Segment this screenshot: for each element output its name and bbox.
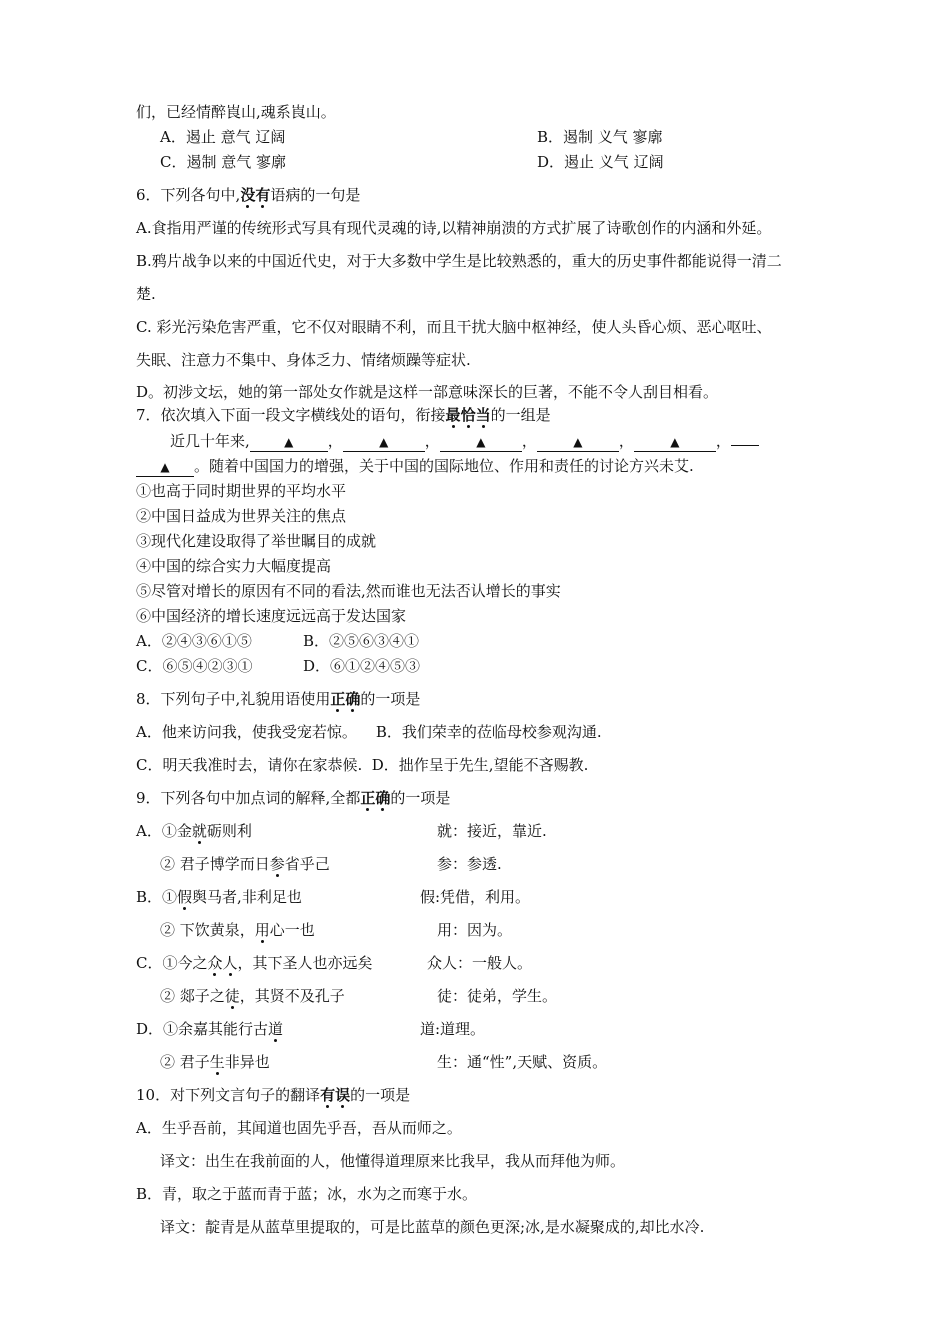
q7-option-d: D．⑥①②④⑤③ [303, 657, 421, 675]
comma: ， [715, 432, 731, 450]
q9-c-sentence-1 [136, 953, 373, 973]
q7-stem [136, 405, 551, 425]
q9-sentence-text: ② 下饮黄泉， [160, 921, 255, 939]
q9-d-sentence-2 [160, 1052, 270, 1072]
q7-blank [250, 432, 328, 452]
q10-option-a-translation: 译文：出生在我前面的人，他懂得道理原来比我早，我从而拜他为师。 [160, 1152, 626, 1170]
q6-stem-text: 语病的一句是 [270, 186, 361, 204]
q7-blank [440, 432, 522, 452]
q9-b-explanation-1: 假:凭借，利用。 [420, 888, 531, 906]
q9-stem [136, 788, 450, 808]
q7-option-a: A．②④③⑥①⑤ [136, 632, 252, 650]
q9-sentence-text: ② 君子 [160, 1053, 210, 1071]
q9-c-explanation-2: 徒：徒弟，学生。 [437, 987, 558, 1005]
q9-sentence-text: C．①今之 [136, 954, 208, 972]
q8-emphasis-char: 正 [330, 690, 346, 708]
q5-passage-end: 们，已经情醉崀山,魂系崀山。 [136, 103, 336, 121]
q7-item: ②中国日益成为世界关注的焦点 [136, 507, 347, 525]
q7-option-c: C．⑥⑤④②③① [136, 657, 253, 675]
q9-sentence-text: B．① [136, 888, 178, 906]
q10-emphasis-char: 误 [335, 1086, 351, 1104]
q9-a-explanation-2: 参：参透. [437, 855, 502, 873]
q9-stem-text: 9．下列各句中加点词的解释,全都 [136, 789, 361, 807]
q7-item: ③现代化建设取得了举世瞩目的成就 [136, 532, 377, 550]
triangle-marker-icon: ▲ [284, 435, 294, 449]
q7-option-b: B．②⑤⑥③④① [303, 632, 420, 650]
q9-dotted-word: 假 [177, 888, 193, 906]
q9-d-explanation-2: 生：通“性”,天赋、资质。 [437, 1053, 608, 1071]
q6-emphasis-char: 没 [240, 186, 256, 204]
q10-stem-text: 10．对下列文言句子的翻译 [136, 1086, 321, 1104]
q9-d-explanation-1: 道:道理。 [420, 1020, 486, 1038]
q6-option-b-line2: 楚. [136, 285, 156, 303]
q9-emphasis-char: 确 [375, 789, 391, 807]
q9-a-explanation-1: 就：接近，靠近. [437, 822, 547, 840]
q6-option-a: A.食指用严谨的传统形式写具有现代灵魂的诗,以精神崩溃的方式扩展了诗歌创作的内涵和外延。 [136, 219, 772, 237]
q10-option-b-translation: 译文：靛青是从蓝草里提取的，可是比蓝草的颜色更深;冰,是水凝聚成的,却比水冷. [160, 1218, 705, 1236]
q9-dotted-word: 道 [268, 1020, 284, 1038]
q7-item: ①也高于同时期世界的平均水平 [136, 482, 347, 500]
q6-stem [136, 185, 360, 205]
q7-item: ⑤尽管对增长的原因有不同的看法,然而谁也无法否认增长的事实 [136, 582, 561, 600]
q7-emphasis-char: 当 [475, 406, 491, 424]
q8-emphasis-char: 确 [345, 690, 361, 708]
q8-options-line2: C．明天我准时去，请你在家恭候. D．拙作呈于先生,望能不吝赐教. [136, 756, 589, 774]
q9-sentence-text: ，其下圣人也亦远矣 [237, 954, 373, 972]
comma: ， [618, 432, 634, 450]
q7-passage-text: 。随着中国国力的增强，关于中国的国际地位、作用和责任的讨论方兴未艾. [194, 457, 694, 475]
triangle-marker-icon: ▲ [670, 435, 680, 449]
q10-option-a: A．生乎吾前，其闻道也固先乎吾，吾从而师之。 [136, 1119, 462, 1137]
q9-b-explanation-2: 用：因为。 [437, 921, 513, 939]
q7-item: ④中国的综合实力大幅度提高 [136, 557, 332, 575]
q8-stem-text: 8．下列句子中,礼貌用语使用 [136, 690, 331, 708]
q6-emphasis-char: 有 [255, 186, 271, 204]
q9-dotted-word: 人 [222, 954, 238, 972]
triangle-marker-icon: ▲ [573, 435, 583, 449]
q5-option-d: D．遏止 义气 辽阔 [537, 153, 664, 171]
q7-stem-text: 7．依次填入下面一段文字横线处的语句，衔接 [136, 406, 446, 424]
q9-dotted-word: 就 [191, 822, 207, 840]
q10-emphasis-char: 有 [320, 1086, 336, 1104]
q9-sentence-text: D．①余嘉其能行古 [136, 1020, 269, 1038]
triangle-marker-icon: ▲ [160, 460, 170, 474]
q9-dotted-word: 用 [254, 921, 270, 939]
q9-a-sentence-1 [136, 821, 252, 841]
q9-sentence-text: 舆马者,非利足也 [192, 888, 302, 906]
q8-stem [136, 689, 420, 709]
q6-option-b-line1: B.鸦片战争以来的中国近代史，对于大多数中学生是比较熟悉的，重大的历史事件都能说得一清二 [136, 252, 782, 270]
comma: ， [424, 432, 440, 450]
q9-sentence-text: 砺则利 [206, 822, 252, 840]
q9-sentence-text: ② 郯子之 [160, 987, 225, 1005]
q9-sentence-text: 非异也 [224, 1053, 270, 1071]
comma: ， [327, 432, 343, 450]
q7-blank [634, 432, 716, 452]
q10-stem-text: 的一项是 [350, 1086, 411, 1104]
q10-stem [136, 1085, 410, 1105]
q9-sentence-text: A．①金 [136, 822, 192, 840]
q9-stem-text: 的一项是 [390, 789, 451, 807]
q8-options-line1: A．他来访问我，使我受宠若惊。 B．我们荣幸的莅临母校参观沟通. [136, 723, 602, 741]
q9-b-sentence-1 [136, 887, 302, 907]
q7-emphasis-char: 最 [445, 406, 461, 424]
q9-sentence-text: 省乎己 [284, 855, 330, 873]
q10-option-b: B．青，取之于蓝而青于蓝；冰，水为之而寒于水。 [136, 1185, 478, 1203]
triangle-marker-icon: ▲ [476, 435, 486, 449]
q7-item: ⑥中国经济的增长速度远远高于发达国家 [136, 607, 407, 625]
q8-stem-text: 的一项是 [360, 690, 421, 708]
q5-option-a: A．遏止 意气 辽阔 [160, 128, 286, 146]
q9-dotted-word: 生 [209, 1053, 225, 1071]
q7-blank [343, 432, 425, 452]
q5-option-b: B．遏制 义气 寥廓 [537, 128, 663, 146]
q6-option-c-line2: 失眠、注意力不集中、身体乏力、情绪烦躁等症状. [136, 351, 471, 369]
q9-sentence-text: 心一也 [269, 921, 315, 939]
q7-passage-line1 [170, 431, 759, 452]
triangle-marker-icon: ▲ [379, 435, 389, 449]
q6-option-d: D。初涉文坛，她的第一部处女作就是这样一部意味深长的巨著，不能不令人刮目相看。 [136, 383, 719, 401]
comma: ， [521, 432, 537, 450]
q7-blank [537, 432, 619, 452]
q7-blank-start [731, 445, 759, 446]
q9-dotted-word: 参 [269, 855, 285, 873]
q9-c-sentence-2 [160, 986, 345, 1006]
q7-emphasis-char: 恰 [460, 406, 476, 424]
q7-blank-end [136, 457, 194, 477]
q9-d-sentence-1 [136, 1019, 283, 1039]
q9-c-explanation-1: 众人：一般人。 [427, 954, 533, 972]
q9-sentence-text: ② 君子博学而日 [160, 855, 270, 873]
q9-sentence-text: ，其贤不及孔子 [239, 987, 345, 1005]
q6-stem-text: 6．下列各句中, [136, 186, 241, 204]
q6-option-c-line1: C. 彩光污染危害严重，它不仅对眼睛不利，而且干扰大脑中枢神经，使人头昏心烦、恶心呕吐、 [136, 318, 772, 336]
q9-b-sentence-2 [160, 920, 315, 940]
q9-dotted-word: 徒 [224, 987, 240, 1005]
q7-passage-line2 [136, 456, 694, 477]
q9-a-sentence-2 [160, 854, 330, 874]
q5-option-c: C．遏制 意气 寥廓 [160, 153, 287, 171]
q7-stem-text: 的一组是 [490, 406, 551, 424]
q7-passage-text: 近几十年来, [170, 432, 250, 450]
q9-dotted-word: 众 [207, 954, 223, 972]
q9-emphasis-char: 正 [360, 789, 376, 807]
